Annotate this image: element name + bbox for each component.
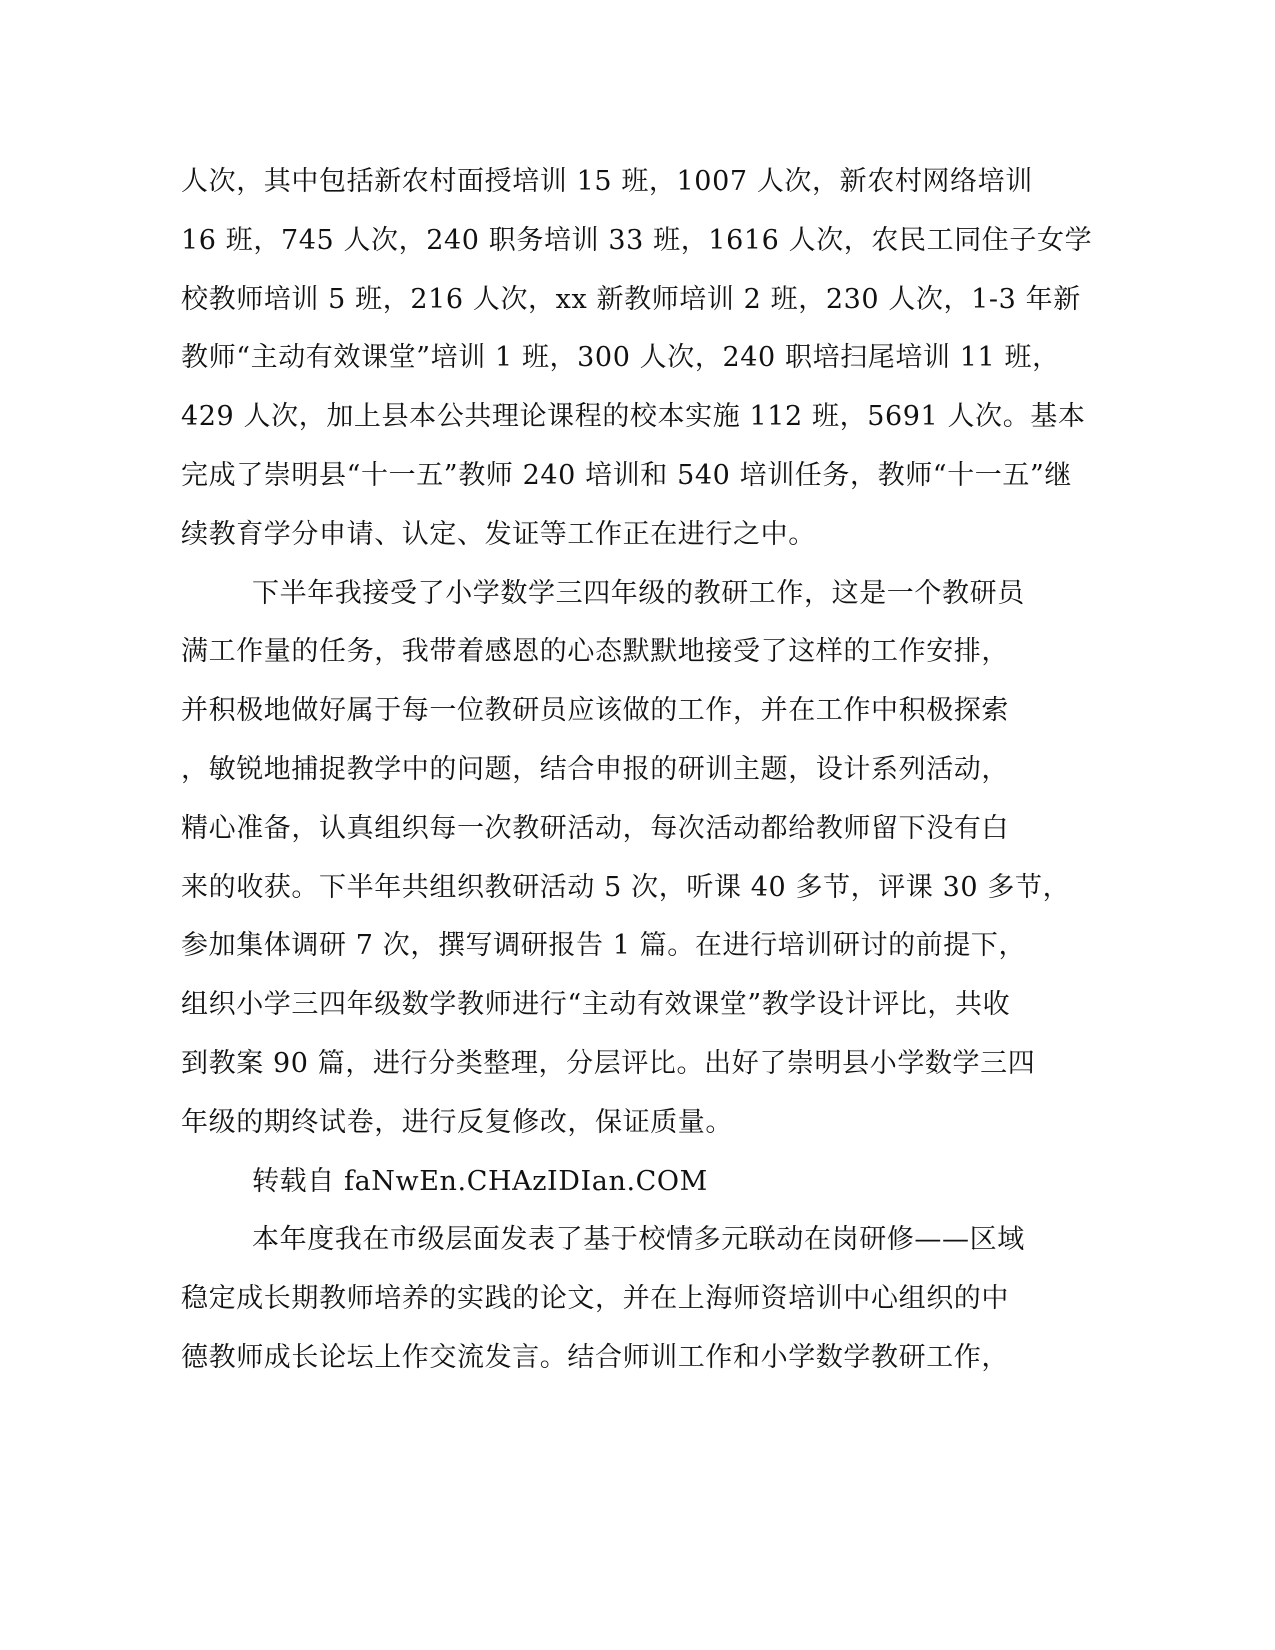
paragraph-line: 并积极地做好属于每一位教研员应该做的工作，并在工作中积极探索 <box>181 695 1009 727</box>
paragraph-line: 16 班，745 人次，240 职务培训 33 班，1616 人次，农民工同住子女学 <box>181 224 1093 256</box>
paragraph-line: ，敏锐地捕捉教学中的问题，结合申报的研训主题，设计系列活动， <box>181 753 1009 785</box>
paragraph-line: 参加集体调研 7 次，撰写调研报告 1 篇。在进行培训研讨的前提下， <box>181 930 1027 962</box>
paragraph-line: 稳定成长期教师培养的实践的论文，并在上海师资培训中心组织的中 <box>181 1283 1009 1315</box>
paragraph-first-line: 本年度我在市级层面发表了基于校情多元联动在岗研修——区域 <box>252 1224 1025 1256</box>
paragraph-line: 年级的期终试卷，进行反复修改，保证质量。 <box>181 1106 733 1138</box>
document-body <box>181 160 1093 1395</box>
paragraph-line: 精心准备，认真组织每一次教研活动，每次活动都给教师留下没有白 <box>181 812 1009 844</box>
paragraph-line: 校教师培训 5 班，216 人次，xx 新教师培训 2 班，230 人次，1-3 年新 <box>181 283 1081 315</box>
paragraph-line: 组织小学三四年级数学教师进行“主动有效课堂”教学设计评比，共收 <box>181 989 1011 1021</box>
paragraph-line: 教师“主动有效课堂”培训 1 班，300 人次，240 职培扫尾培训 11 班， <box>181 342 1060 374</box>
source-note-line: 转载自 faNwEn.CHAzIDIan.COM <box>252 1165 708 1197</box>
paragraph-line: 完成了崇明县“十一五”教师 240 培训和 540 培训任务，教师“十一五”继 <box>181 459 1073 491</box>
paragraph-line: 满工作量的任务，我带着感恩的心态默默地接受了这样的工作安排， <box>181 636 1009 668</box>
paragraph-line: 人次，其中包括新农村面授培训 15 班，1007 人次，新农村网络培训 <box>181 166 1033 197</box>
paragraph-line: 来的收获。下半年共组织教研活动 5 次，听课 40 多节，评课 30 多节， <box>181 871 1071 903</box>
paragraph-line: 到教案 90 篇，进行分类整理，分层评比。出好了崇明县小学数学三四 <box>181 1047 1036 1079</box>
paragraph-line: 续教育学分申请、认定、发证等工作正在进行之中。 <box>181 518 816 550</box>
paragraph-line: 429 人次，加上县本公共理论课程的校本实施 112 班，5691 人次。基本 <box>181 401 1086 433</box>
paragraph-line: 德教师成长论坛上作交流发言。结合师训工作和小学数学教研工作， <box>181 1341 1009 1373</box>
paragraph-first-line: 下半年我接受了小学数学三四年级的教研工作，这是一个教研员 <box>252 577 1025 609</box>
